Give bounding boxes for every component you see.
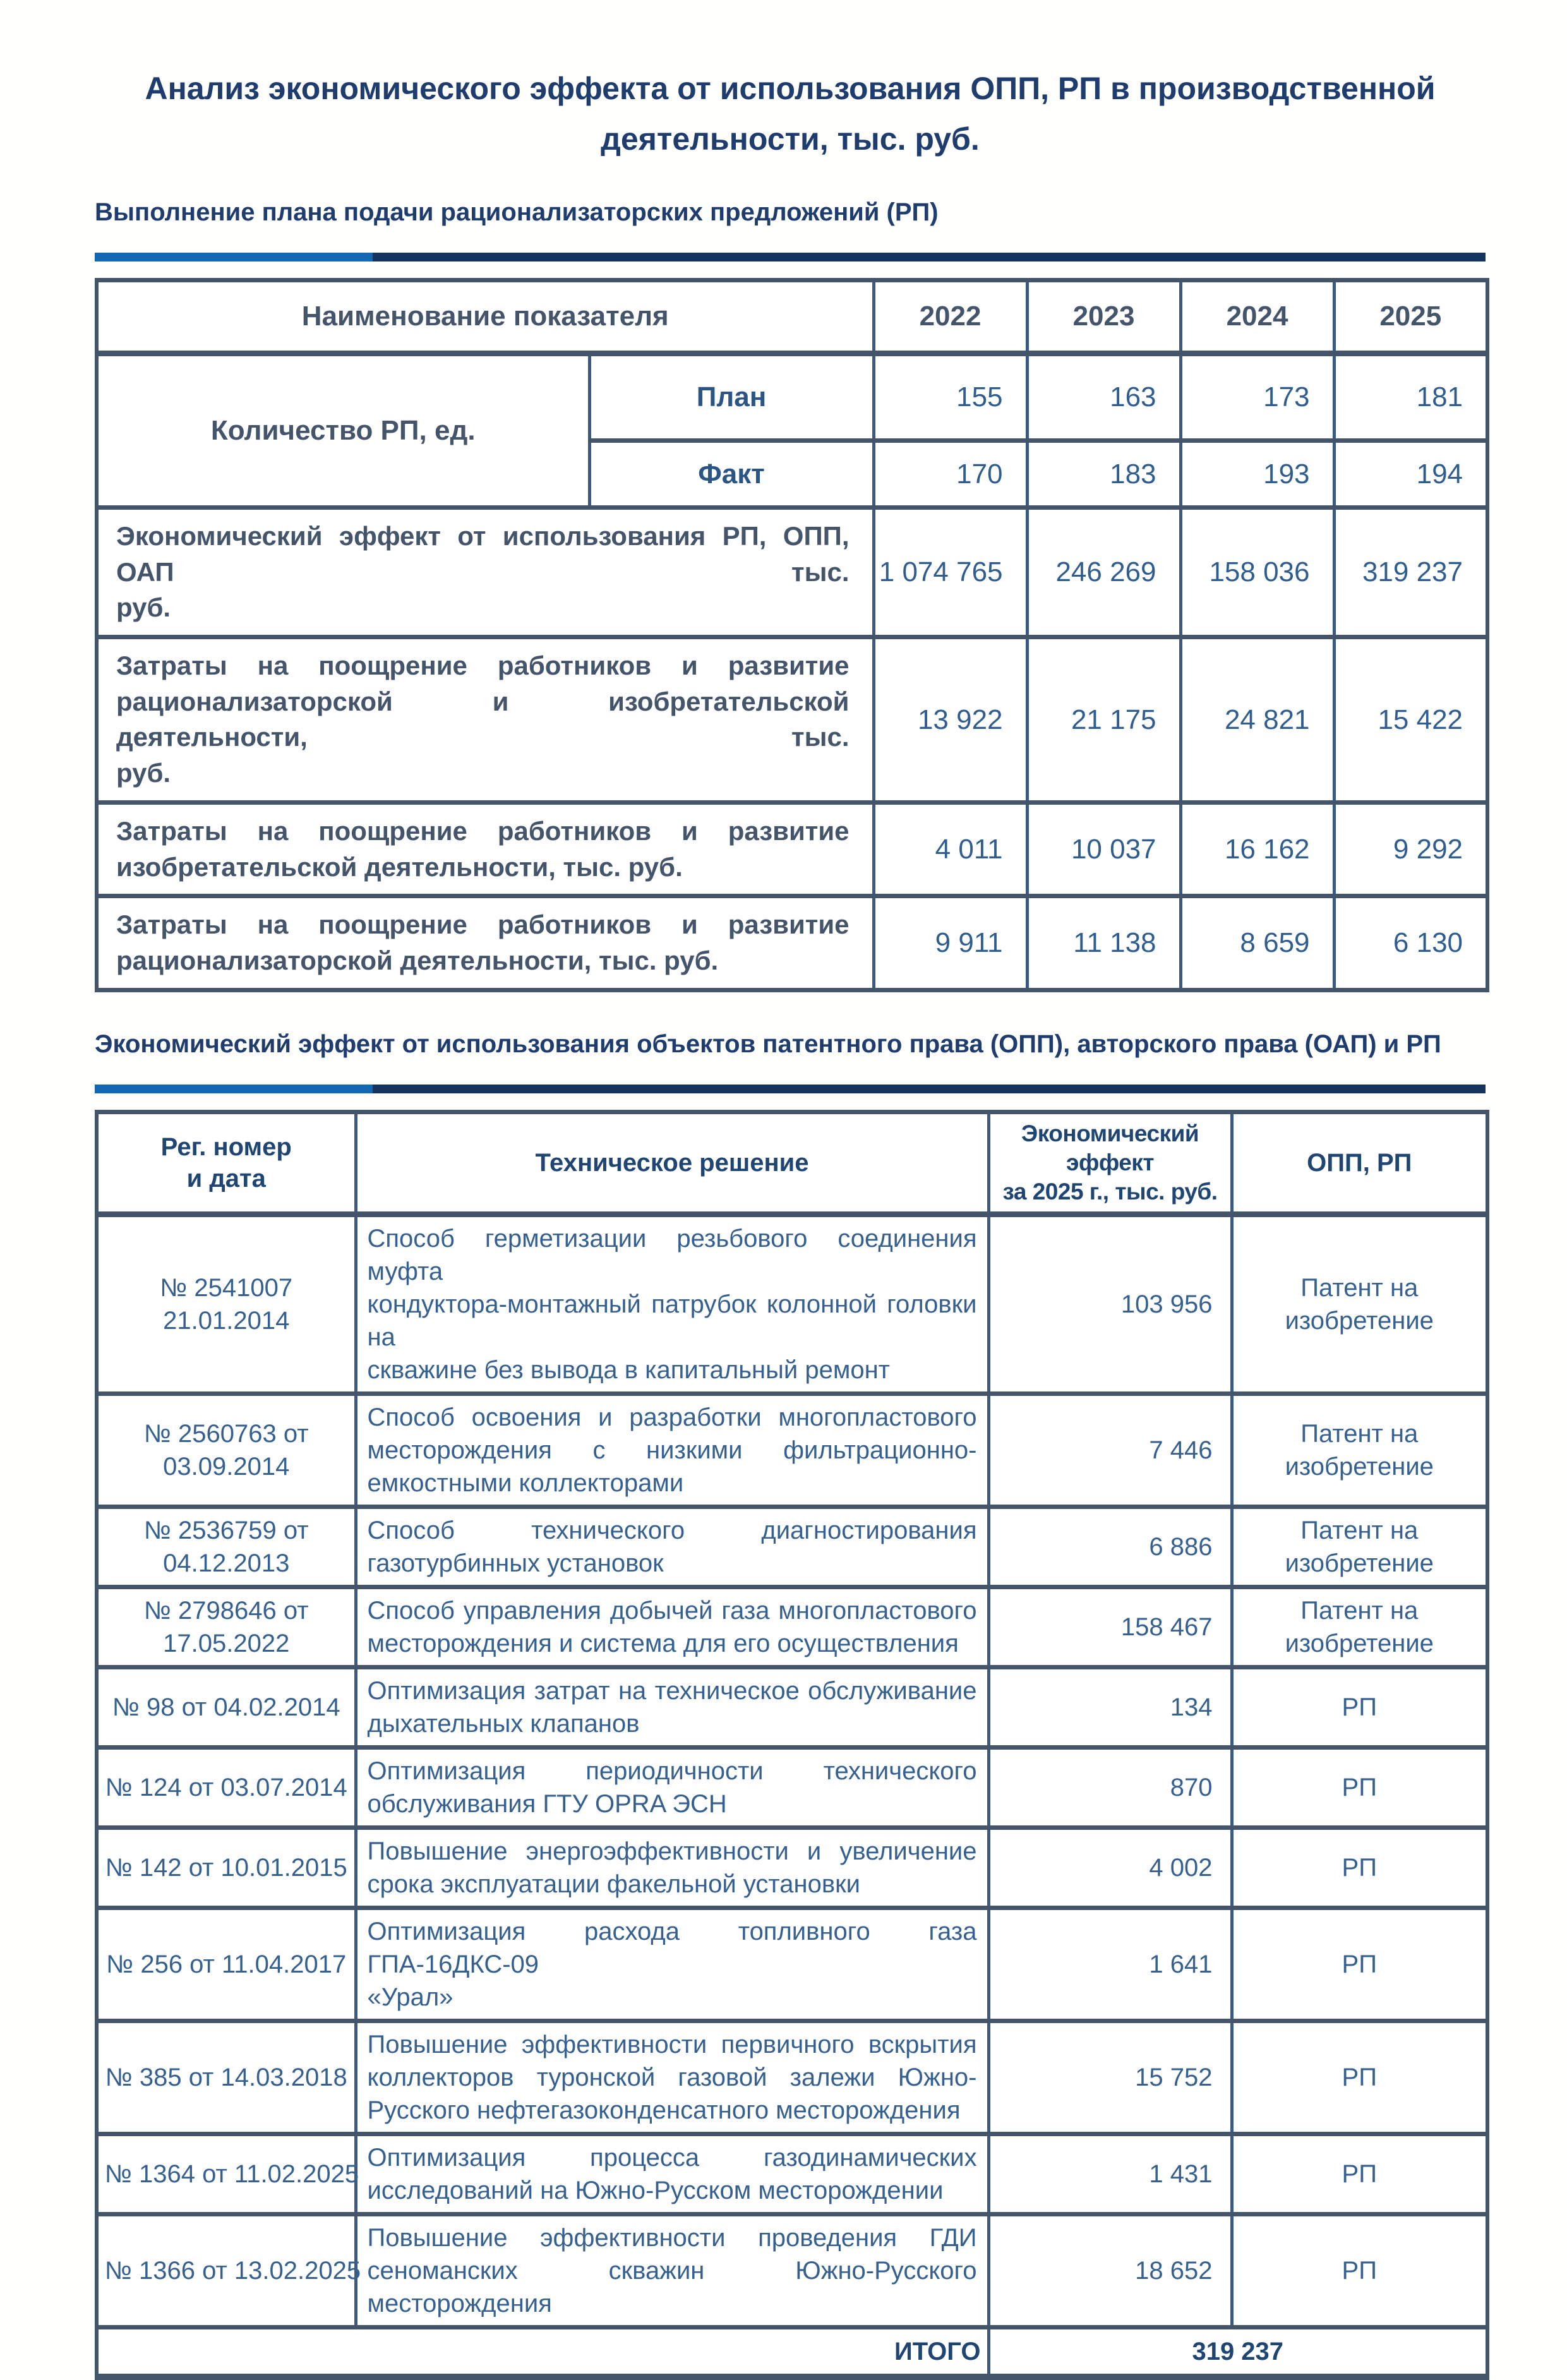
text-line: Оптимизация затрат на техническое обслуживание [367,1677,977,1705]
value-cell: 11 138 [1027,896,1180,990]
text-line: дыхательных клапанов [367,1710,640,1738]
technical-solution-cell [356,1748,988,1828]
text-line: Русского нефтегазоконденсатного месторождения [367,2096,961,2125]
text-line: Затраты на поощрение работников и развитие [116,651,850,681]
value-cell: 155 [874,354,1027,441]
value-cell: 181 [1334,354,1487,441]
economic-effect-cell: 158 467 [988,1587,1232,1668]
reg-number-cell [97,1908,356,2021]
opp-rp-cell: РП [1232,1748,1487,1828]
text-line: № 2541007 [160,1274,293,1302]
table-row [97,1394,1487,1507]
opp-rp-cell: РП [1232,1668,1487,1748]
text-line: коллекторов туронской газовой залежи Южно- [367,2064,977,2092]
table-row [97,508,1487,637]
table-row [97,1748,1487,1828]
reg-number-cell [97,2134,359,2215]
opp-rp-cell: РП [1232,1828,1487,1908]
text-line: 21.01.2014 [163,1307,290,1335]
value-cell: 246 269 [1027,508,1180,637]
year-header-cell: 2022 [874,280,1027,354]
reg-number-cell [97,1507,356,1587]
table-header-row [97,280,1487,354]
reg-number-cell [97,1215,356,1394]
technical-solution-cell [356,1668,988,1748]
value-cell: 10 037 [1027,802,1180,896]
text-line: рационализаторской деятельности, тыс. руб. [116,945,719,975]
table-row [97,2215,1487,2328]
reg-number-cell [97,2215,361,2328]
text-line: газотурбинных установок [367,1549,664,1578]
text-line: № 2560763 от [143,1420,309,1448]
total-value-cell: 319 237 [988,2328,1487,2377]
value-cell: 6 130 [1334,896,1487,990]
economic-effect-cell: 6 886 [988,1507,1232,1587]
text-line: месторождения и система для его осуществления [367,1630,959,1658]
opp-rp-header-cell: ОПП, РП [1232,1112,1487,1215]
text-line: Затраты на поощрение работников и развитие [116,910,850,940]
text-line: обслуживания ГТУ OPRA ЭСН [367,1790,727,1818]
reg-number-cell [97,1587,356,1668]
economic-effect-cell: 7 446 [988,1394,1232,1507]
text-line: сеноманских скважин Южно-Русского месторождения [367,2257,977,2318]
text-line: скважине без вывода в капитальный ремонт [367,1356,890,1385]
quantity-label-cell: Количество РП, ед. [97,354,589,508]
text-line: за 2025 г., тыс. руб. [1002,1179,1218,1205]
table-row [97,2134,1487,2215]
technical-solution-cell [356,1587,988,1668]
value-cell: 15 422 [1334,637,1487,803]
text-line: руб. [116,758,171,788]
table-row [97,1507,1487,1587]
table-row [97,637,1487,803]
economic-effect-table [95,1110,1489,2380]
accent-bar [95,1085,1486,1093]
text-line: № 2536759 от [143,1517,309,1545]
text-line: 17.05.2022 [163,1630,290,1658]
text-line: рационализаторской и изобретательской деятельности, тыс. [116,686,850,752]
value-cell: 183 [1027,441,1180,508]
text-line: Способ освоения и разработки многопластового [367,1403,977,1432]
table-row [97,1908,1487,2021]
value-cell: 170 [874,441,1027,508]
text-line: Оптимизация процесса газодинамических [367,2144,977,2172]
fact-label-cell: Факт [589,441,874,508]
text-line: № 1364 от 11.02.2025 [105,2160,359,2189]
economic-effect-cell: 870 [988,1748,1232,1828]
economic-effect-cell: 103 956 [988,1215,1232,1394]
text-line: 03.09.2014 [163,1453,290,1481]
name-header-cell: Наименование показателя [97,280,874,354]
opp-rp-cell: Патент на изобретение [1232,1394,1487,1507]
text-line: Повышение энергоэффективности и увеличение [367,1837,977,1866]
text-line: Экономический [1021,1120,1199,1146]
row-label-cell [97,637,874,803]
value-cell: 13 922 [874,637,1027,803]
text-line: № 385 от 14.03.2018 [105,2064,347,2092]
value-cell: 4 011 [874,802,1027,896]
value-cell: 193 [1180,441,1334,508]
opp-rp-cell: Патент на изобретение [1232,1587,1487,1668]
text-line: Анализ экономического эффекта от использования ОПП, РП в производственной [145,71,1436,106]
section1-heading: Выполнение плана подачи рационализаторских предложений (РП) [95,198,939,226]
text-line: № 98 от 04.02.2014 [112,1693,340,1722]
value-cell: 173 [1180,354,1334,441]
text-line: и дата [186,1164,266,1193]
text-line: Способ управления добычей газа многопластового [367,1597,977,1625]
text-line: № 1366 от 13.02.2025 [105,2257,361,2285]
reg-number-cell [97,1748,356,1828]
economic-effect-cell: 1 431 [988,2134,1232,2215]
text-line: № 124 от 03.07.2014 [105,1774,347,1802]
text-line: № 142 от 10.01.2015 [105,1854,347,1882]
year-header-cell: 2023 [1027,280,1180,354]
row-label-cell [97,896,874,990]
technical-solution-cell [356,2215,988,2328]
text-line: изобретательской деятельности, тыс. руб. [116,851,683,882]
value-cell: 24 821 [1180,637,1334,803]
value-cell: 9 292 [1334,802,1487,896]
text-line: кондуктора-монтажный патрубок колонной головки на [367,1290,977,1352]
reg-number-header-cell [97,1112,356,1215]
opp-rp-cell: РП [1232,2134,1487,2215]
table-row [97,1828,1487,1908]
technical-solution-cell [356,2134,988,2215]
year-header-cell: 2024 [1180,280,1334,354]
economic-effect-cell: 134 [988,1668,1232,1748]
technical-solution-cell [356,1507,988,1587]
economic-effect-cell: 4 002 [988,1828,1232,1908]
text-line: Способ технического диагностирования [367,1517,977,1545]
table-row [97,1668,1487,1748]
reg-number-cell [97,2021,356,2134]
text-line: Оптимизация периодичности технического [367,1757,977,1786]
technical-solution-cell [356,1215,988,1394]
plan-row [97,354,1487,441]
page-title [95,63,1486,164]
opp-rp-cell: Патент на изобретение [1232,1215,1487,1394]
text-line: срока эксплуатации факельной установки [367,1870,860,1899]
total-row [97,2328,1487,2377]
text-line: № 256 от 11.04.2017 [106,1950,347,1979]
text-line: 04.12.2013 [163,1549,290,1578]
text-line: исследований на Южно-Русском месторождении [367,2177,944,2205]
value-cell: 8 659 [1180,896,1334,990]
accent-bar-navy-segment [373,253,1486,261]
technical-solution-cell [356,2021,988,2134]
year-header-cell: 2025 [1334,280,1487,354]
value-cell: 21 175 [1027,637,1180,803]
text-line: Оптимизация расхода топливного газа ГПА-16ДКС-09 [367,1918,977,1979]
text-line: руб. [116,592,171,623]
table-row [97,2021,1487,2134]
document-content [95,63,1486,2380]
value-cell: 163 [1027,354,1180,441]
accent-bar-blue-segment [95,1085,373,1093]
text-line: месторождения с низкими фильтрационно- [367,1436,977,1465]
reg-number-cell [97,1394,356,1507]
total-label-cell: ИТОГО [97,2328,988,2377]
accent-bar [95,253,1486,261]
plan-label-cell: План [589,354,874,441]
technical-solution-cell [356,1908,988,2021]
value-cell: 194 [1334,441,1487,508]
value-cell: 158 036 [1180,508,1334,637]
text-line: эффект [1066,1149,1154,1175]
opp-rp-cell: РП [1232,2021,1487,2134]
table-header-row [97,1112,1487,1215]
opp-rp-cell: РП [1232,2215,1487,2328]
table-row [97,802,1487,896]
technical-solution-cell [356,1828,988,1908]
row-label-cell [97,508,874,637]
value-cell: 9 911 [874,896,1027,990]
text-line: Рег. номер [160,1133,292,1161]
text-line: № 2798646 от [143,1597,309,1625]
value-cell: 319 237 [1334,508,1487,637]
text-line: емкостными коллекторами [367,1469,684,1498]
accent-bar-navy-segment [373,1085,1486,1093]
reg-number-cell [97,1668,356,1748]
text-line: Повышение эффективности проведения ГДИ [367,2224,977,2252]
accent-bar-blue-segment [95,253,373,261]
opp-rp-cell: РП [1232,1908,1487,2021]
text-line: Способ герметизации резьбового соединения муфта [367,1225,977,1286]
economic-effect-cell: 18 652 [988,2215,1232,2328]
text-line: «Урал» [367,1983,453,2012]
economic-effect-header-cell [988,1112,1232,1215]
economic-effect-cell: 1 641 [988,1908,1232,2021]
opp-rp-cell: Патент на изобретение [1232,1507,1487,1587]
row-label-cell [97,802,874,896]
value-cell: 1 074 765 [874,508,1027,637]
technical-solution-header-cell: Техническое решение [356,1112,988,1215]
section2-heading: Экономический эффект от использования объектов патентного права (ОПП), авторского права (ОАП) и РП [95,1030,1441,1058]
table-row [97,1587,1487,1668]
value-cell: 16 162 [1180,802,1334,896]
technical-solution-cell [356,1394,988,1507]
table-row [97,1215,1487,1394]
table-row [97,896,1487,990]
plan-execution-table [95,278,1489,992]
text-line: Повышение эффективности первичного вскрытия [367,2031,977,2059]
economic-effect-cell: 15 752 [988,2021,1232,2134]
text-line: Затраты на поощрение работников и развитие [116,815,850,846]
text-line: деятельности, тыс. руб. [601,121,980,157]
text-line: Экономический эффект от использования РП, ОПП, ОАП тыс. [116,521,850,587]
reg-number-cell [97,1828,356,1908]
